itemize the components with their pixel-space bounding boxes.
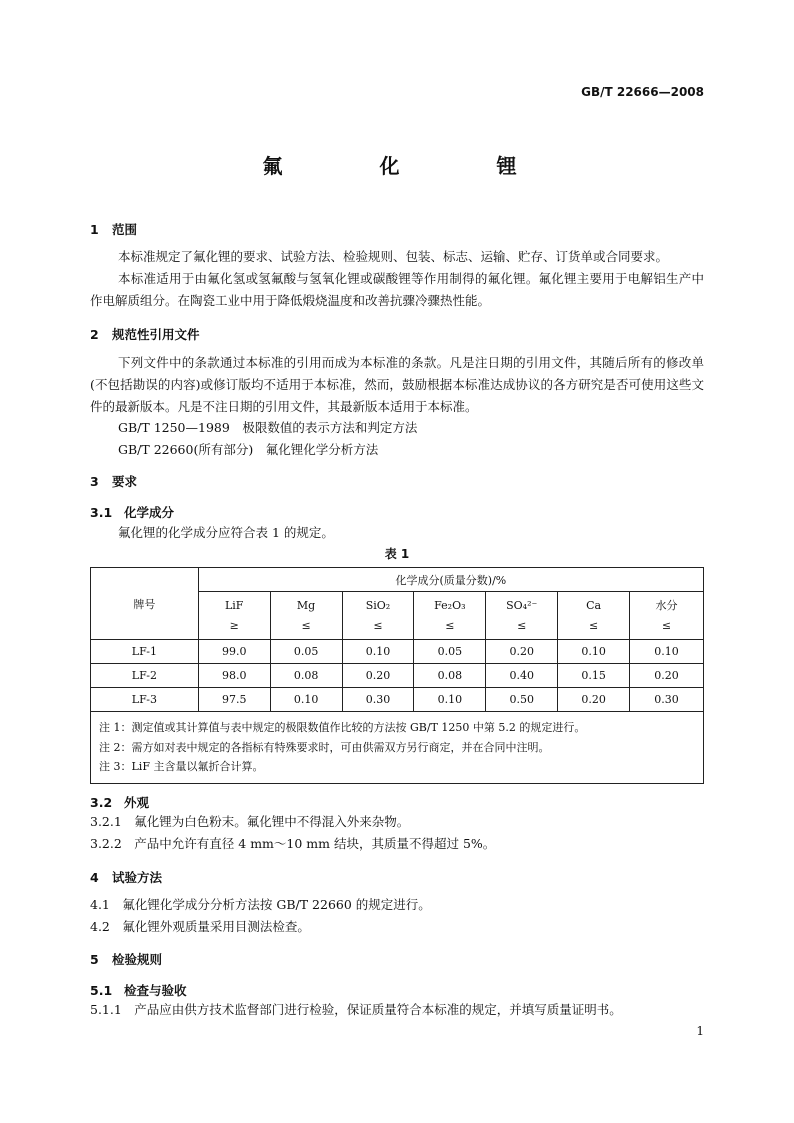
value-cell: 0.20 bbox=[486, 640, 558, 664]
chemical-composition-table bbox=[90, 567, 704, 784]
value-cell: 0.10 bbox=[414, 688, 486, 712]
subsection-number: 3.1 bbox=[90, 505, 113, 520]
section-title: 检验规则 bbox=[112, 952, 163, 967]
clause-3-2-2: 3.2.2 产品中允许有直径 4 mm～10 mm 结块，其质量不得超过 5%。 bbox=[90, 836, 496, 851]
value-cell: 0.15 bbox=[558, 664, 630, 688]
clause-4-1: 4.1 氟化锂化学成分分析方法按 GB/T 22660 的规定进行。 bbox=[90, 897, 431, 912]
value-cell: 99.0 bbox=[198, 640, 270, 664]
section-number: 3 bbox=[90, 474, 99, 489]
table-row bbox=[91, 688, 704, 712]
value-cell: 0.30 bbox=[342, 688, 414, 712]
section-2-paragraph: 下列文件中的条款通过本标准的引用而成为本标准的条款。凡是注日期的引用文件，其随后所有的修改单(不包括勘误的内容)或修订版均不适用于本标准，然而，鼓励根据本标准达成协议的各方研究是否可使用这些文件的最新版本。凡是不注日期的引用文件，其最新版本适用于本标准。 bbox=[90, 355, 704, 414]
standard-code: GB/T 22666—2008 bbox=[581, 85, 704, 99]
table-caption: 表 1 bbox=[384, 547, 410, 561]
table-row bbox=[91, 640, 704, 664]
value-cell: 0.10 bbox=[342, 640, 414, 664]
section-1-heading bbox=[90, 220, 137, 238]
value-cell: 0.10 bbox=[558, 640, 630, 664]
value-cell: 0.05 bbox=[414, 640, 486, 664]
page-number: 1 bbox=[696, 1024, 704, 1038]
brand-column-header: 牌号 bbox=[91, 568, 199, 640]
section-2-heading bbox=[90, 325, 200, 343]
column-header: Ca ≤ bbox=[558, 592, 630, 640]
section-number: 5 bbox=[90, 952, 99, 967]
column-header: 水分 ≤ bbox=[630, 592, 704, 640]
value-cell: 0.50 bbox=[486, 688, 558, 712]
subsection-number: 3.2 bbox=[90, 795, 113, 810]
section-1-paragraph-2: 本标准适用于由氟化氢或氢氟酸与氢氧化锂或碳酸锂等作用制得的氟化锂。氟化锂主要用于电解铝生产中作电解质组分。在陶瓷工业中用于降低煅烧温度和改善抗骤冷骤热性能。 bbox=[90, 271, 704, 308]
section-number: 4 bbox=[90, 870, 99, 885]
column-header: SiO₂ ≤ bbox=[342, 592, 414, 640]
section-3-1-text: 氟化锂的化学成分应符合表 1 的规定。 bbox=[118, 525, 334, 540]
section-title: 范围 bbox=[112, 222, 138, 237]
brand-cell: LF-1 bbox=[91, 640, 199, 664]
subsection-title: 检查与验收 bbox=[124, 983, 187, 998]
value-cell: 97.5 bbox=[198, 688, 270, 712]
section-5-heading bbox=[90, 950, 162, 968]
reference-2: GB/T 22660(所有部分) 氟化锂化学分析方法 bbox=[118, 442, 379, 457]
reference-1: GB/T 1250—1989 极限数值的表示方法和判定方法 bbox=[118, 420, 418, 435]
section-title: 要求 bbox=[112, 474, 138, 489]
value-cell: 0.08 bbox=[270, 664, 342, 688]
clause-4-2: 4.2 氟化锂外观质量采用目测法检查。 bbox=[90, 919, 310, 934]
column-header: SO₄²⁻ ≤ bbox=[486, 592, 558, 640]
document-title: 氟 化 锂 bbox=[262, 154, 562, 178]
value-cell: 98.0 bbox=[198, 664, 270, 688]
table-note: 注 2：需方如对表中规定的各指标有特殊要求时，可由供需双方另行商定，并在合同中注明。 bbox=[99, 740, 550, 754]
column-header: Fe₂O₃ ≤ bbox=[414, 592, 486, 640]
clause-3-2-1: 3.2.1 氟化锂为白色粉末。氟化锂中不得混入外来杂物。 bbox=[90, 814, 410, 829]
subsection-title: 外观 bbox=[124, 795, 150, 810]
value-cell: 0.20 bbox=[630, 664, 704, 688]
table-note: 注 3：LiF 主含量以氟折合计算。 bbox=[99, 760, 264, 773]
section-5-1-heading bbox=[90, 981, 187, 999]
value-cell: 0.05 bbox=[270, 640, 342, 664]
value-cell: 0.08 bbox=[414, 664, 486, 688]
section-number: 2 bbox=[90, 327, 99, 342]
value-cell: 0.20 bbox=[342, 664, 414, 688]
brand-cell: LF-3 bbox=[91, 688, 199, 712]
column-header: Mg ≤ bbox=[270, 592, 342, 640]
column-header: LiF ≥ bbox=[198, 592, 270, 640]
value-cell: 0.20 bbox=[558, 688, 630, 712]
section-3-heading bbox=[90, 472, 137, 490]
value-cell: 0.40 bbox=[486, 664, 558, 688]
subsection-title: 化学成分 bbox=[124, 505, 175, 520]
section-title: 规范性引用文件 bbox=[112, 327, 200, 342]
clause-5-1-1: 5.1.1 产品应由供方技术监督部门进行检验，保证质量符合本标准的规定，并填写质量证明书。 bbox=[90, 1002, 622, 1017]
composition-group-header: 化学成分(质量分数)/% bbox=[198, 568, 703, 592]
value-cell: 0.10 bbox=[630, 640, 704, 664]
value-cell: 0.30 bbox=[630, 688, 704, 712]
section-title: 试验方法 bbox=[112, 870, 163, 885]
table-note: 注 1：测定值或其计算值与表中规定的极限数值作比较的方法按 GB/T 1250 中第 5.2 的规定进行。 bbox=[99, 721, 586, 734]
section-3-2-heading bbox=[90, 793, 149, 811]
section-3-1-heading bbox=[90, 503, 174, 521]
brand-cell: LF-2 bbox=[91, 664, 199, 688]
section-1-paragraph-1: 本标准规定了氟化锂的要求、试验方法、检验规则、包装、标志、运输、贮存、订货单或合同要求。 bbox=[118, 249, 669, 264]
section-number: 1 bbox=[90, 222, 99, 237]
table-notes-row bbox=[91, 712, 704, 784]
table-row bbox=[91, 664, 704, 688]
section-4-heading bbox=[90, 868, 162, 886]
value-cell: 0.10 bbox=[270, 688, 342, 712]
table-notes bbox=[91, 712, 704, 784]
subsection-number: 5.1 bbox=[90, 983, 113, 998]
